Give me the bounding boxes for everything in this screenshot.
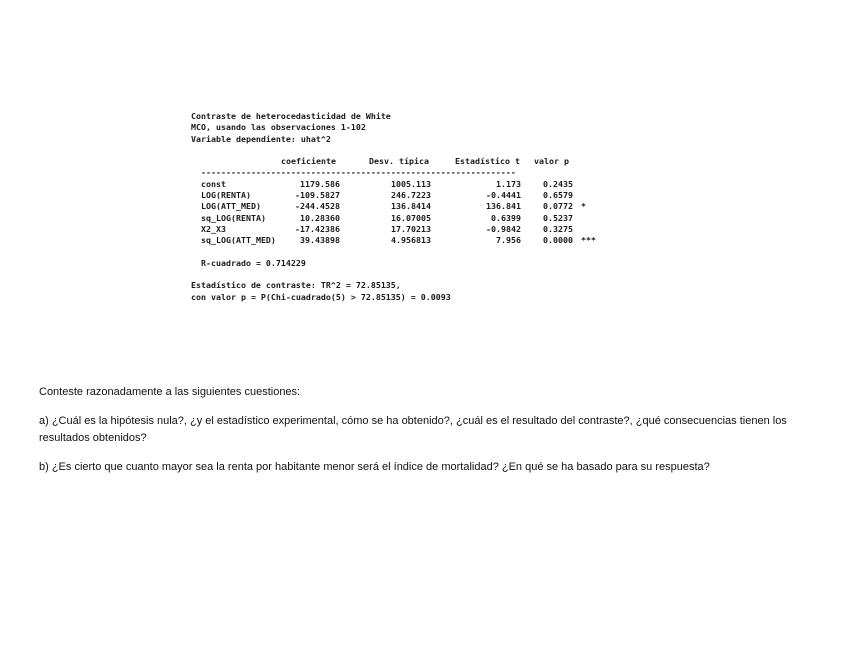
row-t: 0.6399	[491, 212, 521, 223]
dependent-variable: Variable dependiente: uhat^2	[191, 133, 331, 144]
row-coef: 39.43898	[300, 235, 340, 246]
row-sig: ***	[581, 235, 596, 246]
test-title: Contraste de heterocedasticidad de White	[191, 111, 391, 121]
row-name: LOG(ATT_MED)	[201, 201, 261, 212]
question-b: b) ¿Es cierto que cuanto mayor sea la renta por habitante menor será el índice de mortalidad? ¿En qué se ha basado para su respuesta?	[39, 461, 710, 473]
questions-intro: Conteste razonadamente a las siguientes cuestiones:	[39, 386, 301, 398]
row-se: 17.70213	[391, 223, 431, 234]
header-se: Desv. típica	[369, 156, 429, 167]
row-p: 0.0772	[543, 201, 573, 212]
row-name: LOG(RENTA)	[201, 190, 251, 201]
r-squared: R-cuadrado = 0.714229	[201, 257, 306, 268]
row-p: 0.5237	[543, 212, 573, 223]
row-sig: *	[581, 201, 586, 212]
row-se: 16.07005	[391, 212, 431, 223]
questions-section	[39, 384, 809, 488]
table-row	[201, 190, 651, 201]
row-name: X2_X3	[201, 223, 226, 234]
row-name: sq_LOG(ATT_MED)	[201, 235, 276, 246]
row-se: 4.956813	[391, 235, 431, 246]
row-t: -0.4441	[486, 190, 521, 201]
table-row	[201, 213, 651, 224]
test-statistic: Estadístico de contraste: TR^2 = 72.85135,	[191, 280, 401, 291]
row-p: 0.6579	[543, 190, 573, 201]
test-pvalue: con valor p = P(Chi-cuadrado(5) > 72.85135) = 0.0093	[191, 291, 451, 302]
gretl-output	[191, 111, 651, 303]
header-p: valor p	[534, 156, 569, 167]
row-p: 0.0000	[543, 235, 573, 246]
row-t: 7.956	[496, 235, 521, 246]
row-t: -0.9842	[486, 223, 521, 234]
table-separator: ---------------------------------------------------------------	[201, 167, 516, 178]
row-t: 1.173	[496, 178, 521, 189]
header-t: Estadístico t	[455, 156, 520, 167]
row-coef: 10.28360	[300, 212, 340, 223]
question-a: a) ¿Cuál es la hipótesis nula?, ¿y el estadístico experimental, cómo se ha obtenido?, ¿cuál es el resultado del contraste?, ¿qué consecuencias tienen los resultados obtenidos?	[39, 415, 787, 444]
row-coef: -17.42386	[295, 223, 340, 234]
row-t: 136.841	[486, 201, 521, 212]
row-name: sq_LOG(RENTA)	[201, 212, 266, 223]
coefficient-table	[201, 156, 651, 269]
row-se: 1005.113	[391, 178, 431, 189]
table-row	[201, 235, 651, 246]
row-se: 246.7223	[391, 190, 431, 201]
table-row	[201, 179, 651, 190]
header-coef: coeficiente	[281, 156, 336, 167]
table-header	[201, 156, 651, 167]
sample-line: MCO, usando las observaciones 1-102	[191, 122, 366, 133]
row-coef: 1179.586	[300, 178, 340, 189]
row-coef: -109.5827	[295, 190, 340, 201]
row-p: 0.3275	[543, 223, 573, 234]
row-coef: -244.4528	[295, 201, 340, 212]
table-row	[201, 224, 651, 235]
row-name: const	[201, 178, 226, 189]
row-se: 136.8414	[391, 201, 431, 212]
row-p: 0.2435	[543, 178, 573, 189]
table-row	[201, 201, 651, 212]
